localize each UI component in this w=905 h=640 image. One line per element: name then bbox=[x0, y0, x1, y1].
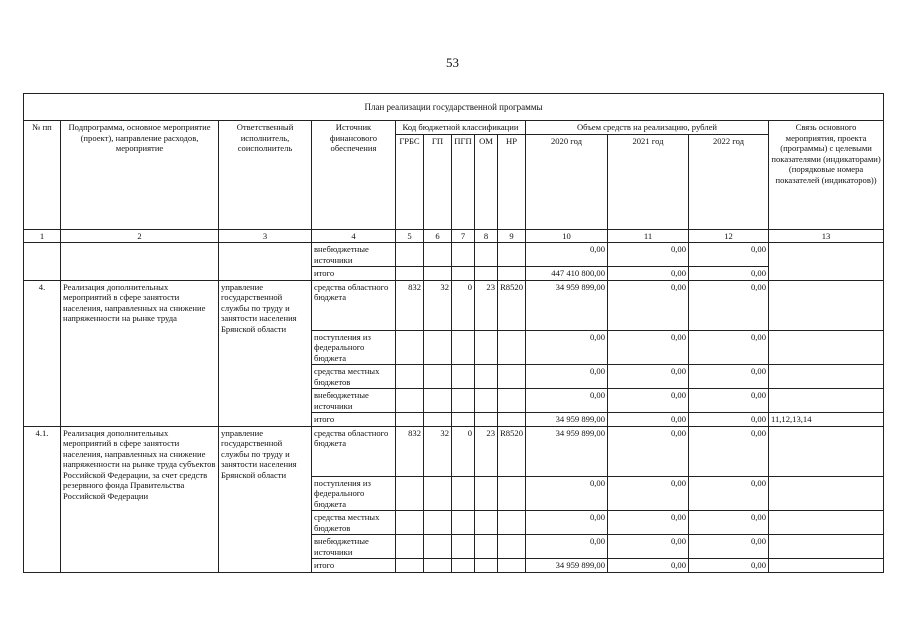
column-number: 3 bbox=[219, 229, 312, 243]
grbs-cell: 832 bbox=[396, 426, 424, 476]
value-2021: 0,00 bbox=[608, 280, 689, 330]
indicator-link-cell bbox=[769, 559, 884, 573]
value-2022: 0,00 bbox=[689, 476, 769, 511]
grbs-cell bbox=[396, 365, 424, 389]
gp-cell bbox=[424, 535, 452, 559]
header-2021: 2021 год bbox=[608, 134, 689, 229]
value-2020: 0,00 bbox=[526, 365, 608, 389]
om-cell: 23 bbox=[475, 280, 498, 330]
item-name: Реализация дополнительных мероприятий в сфере занятости населения, направленных на снижение напряженности на рынке труда субъектов Российской Федерации, за счет средств резервного фонда Правительства Российской Федерации bbox=[61, 426, 219, 572]
value-2021: 0,00 bbox=[608, 559, 689, 573]
gp-cell bbox=[424, 330, 452, 365]
item-name: Реализация дополнительных мероприятий в сфере занятости населения, направленных на снижение напряженности на рынке труда bbox=[61, 280, 219, 426]
column-number-row bbox=[24, 229, 884, 243]
indicator-link-cell bbox=[769, 476, 884, 511]
nr-cell bbox=[498, 559, 526, 573]
value-2022: 0,00 bbox=[689, 413, 769, 427]
indicator-link-cell bbox=[769, 389, 884, 413]
gp-cell bbox=[424, 511, 452, 535]
value-2022: 0,00 bbox=[689, 243, 769, 267]
grbs-cell bbox=[396, 559, 424, 573]
nr-cell bbox=[498, 330, 526, 365]
empty-cell bbox=[24, 243, 61, 281]
value-2021: 0,00 bbox=[608, 476, 689, 511]
item-number: 4.1. bbox=[24, 426, 61, 572]
indicator-link-cell: 11,12,13,14 bbox=[769, 413, 884, 427]
source-cell: средства областного бюджета bbox=[312, 426, 396, 476]
source-cell: внебюджетные источники bbox=[312, 243, 396, 267]
source-cell: внебюджетные источники bbox=[312, 389, 396, 413]
value-2021: 0,00 bbox=[608, 365, 689, 389]
value-2021: 0,00 bbox=[608, 267, 689, 281]
empty-cell bbox=[769, 243, 884, 281]
source-cell: средства областного бюджета bbox=[312, 280, 396, 330]
table-title: План реализации государственной программы bbox=[24, 94, 884, 121]
table-row bbox=[24, 280, 884, 330]
value-2021: 0,00 bbox=[608, 389, 689, 413]
header-2020: 2020 год bbox=[526, 134, 608, 229]
value-2020: 34 959 899,00 bbox=[526, 280, 608, 330]
gp-cell: 32 bbox=[424, 426, 452, 476]
header-num: № пп bbox=[24, 121, 61, 230]
indicator-link-cell bbox=[769, 535, 884, 559]
pgp-cell bbox=[452, 559, 475, 573]
source-cell: поступления из федерального бюджета bbox=[312, 330, 396, 365]
nr-cell: R8520 bbox=[498, 280, 526, 330]
gp-cell bbox=[424, 389, 452, 413]
pgp-cell bbox=[452, 389, 475, 413]
header-gp: ГП bbox=[424, 134, 452, 229]
gp-cell bbox=[424, 476, 452, 511]
value-2022: 0,00 bbox=[689, 330, 769, 365]
grbs-cell bbox=[396, 389, 424, 413]
value-2022: 0,00 bbox=[689, 535, 769, 559]
column-number: 12 bbox=[689, 229, 769, 243]
value-2020: 0,00 bbox=[526, 330, 608, 365]
header-row-1 bbox=[24, 121, 884, 135]
source-cell: итого bbox=[312, 559, 396, 573]
om-cell bbox=[475, 535, 498, 559]
value-2022: 0,00 bbox=[689, 389, 769, 413]
value-2021: 0,00 bbox=[608, 511, 689, 535]
header-grbs: ГРБС bbox=[396, 134, 424, 229]
header-link: Связь основного мероприятия, проекта (программы) с целевыми показателями (индикаторами) (порядковые номера показателей (индикаторов)) bbox=[769, 121, 884, 230]
gp-cell: 32 bbox=[424, 280, 452, 330]
column-number: 11 bbox=[608, 229, 689, 243]
nr-cell bbox=[498, 365, 526, 389]
empty-cell bbox=[61, 243, 219, 281]
table-row bbox=[24, 426, 884, 476]
header-volume: Объем средств на реализацию, рублей bbox=[526, 121, 769, 135]
column-number: 1 bbox=[24, 229, 61, 243]
header-om: ОМ bbox=[475, 134, 498, 229]
grbs-cell bbox=[396, 330, 424, 365]
title-row bbox=[24, 94, 884, 121]
pgp-cell bbox=[452, 511, 475, 535]
column-number: 13 bbox=[769, 229, 884, 243]
pgp-cell: 0 bbox=[452, 280, 475, 330]
value-2020: 0,00 bbox=[526, 476, 608, 511]
value-2021: 0,00 bbox=[608, 330, 689, 365]
grbs-cell bbox=[396, 413, 424, 427]
value-2020: 34 959 899,00 bbox=[526, 559, 608, 573]
source-cell: поступления из федерального бюджета bbox=[312, 476, 396, 511]
item-number: 4. bbox=[24, 280, 61, 426]
indicator-link-cell bbox=[769, 280, 884, 330]
value-2022: 0,00 bbox=[689, 267, 769, 281]
header-pgp: ПГП bbox=[452, 134, 475, 229]
value-2022: 0,00 bbox=[689, 511, 769, 535]
value-2021: 0,00 bbox=[608, 426, 689, 476]
source-cell: итого bbox=[312, 413, 396, 427]
source-cell: внебюджетные источники bbox=[312, 535, 396, 559]
gp-cell bbox=[424, 559, 452, 573]
om-cell bbox=[475, 389, 498, 413]
program-plan-table bbox=[23, 93, 884, 573]
om-cell bbox=[475, 559, 498, 573]
column-number: 10 bbox=[526, 229, 608, 243]
om-cell bbox=[475, 511, 498, 535]
header-nr: НР bbox=[498, 134, 526, 229]
value-2020: 34 959 899,00 bbox=[526, 426, 608, 476]
item-responsible: управление государственной службы по труду и занятости населения Брянской области bbox=[219, 280, 312, 426]
value-2020: 0,00 bbox=[526, 511, 608, 535]
column-number: 8 bbox=[475, 229, 498, 243]
nr-cell bbox=[498, 476, 526, 511]
empty-cell bbox=[219, 243, 312, 281]
om-cell: 23 bbox=[475, 426, 498, 476]
pgp-cell bbox=[452, 365, 475, 389]
nr-cell bbox=[498, 535, 526, 559]
value-2020: 447 410 800,00 bbox=[526, 267, 608, 281]
value-2020: 0,00 bbox=[526, 243, 608, 267]
grbs-cell bbox=[396, 511, 424, 535]
gp-cell bbox=[424, 413, 452, 427]
om-cell bbox=[475, 476, 498, 511]
header-budget-code: Код бюджетной классификации bbox=[396, 121, 526, 135]
value-2022: 0,00 bbox=[689, 426, 769, 476]
pgp-cell bbox=[452, 330, 475, 365]
value-2020: 0,00 bbox=[526, 389, 608, 413]
nr-cell bbox=[498, 413, 526, 427]
table-row bbox=[24, 243, 884, 267]
grbs-cell: 832 bbox=[396, 280, 424, 330]
indicator-link-cell bbox=[769, 365, 884, 389]
pgp-cell bbox=[452, 535, 475, 559]
nr-cell bbox=[498, 389, 526, 413]
source-cell: средства местных бюджетов bbox=[312, 511, 396, 535]
column-number: 7 bbox=[452, 229, 475, 243]
value-2021: 0,00 bbox=[608, 413, 689, 427]
indicator-link-cell bbox=[769, 330, 884, 365]
column-number: 6 bbox=[424, 229, 452, 243]
value-2020: 34 959 899,00 bbox=[526, 413, 608, 427]
om-cell bbox=[475, 365, 498, 389]
column-number: 2 bbox=[61, 229, 219, 243]
pgp-cell bbox=[452, 476, 475, 511]
pgp-cell bbox=[452, 413, 475, 427]
item-responsible: управление государственной службы по труду и занятости населения Брянской области bbox=[219, 426, 312, 572]
nr-cell bbox=[498, 511, 526, 535]
header-source: Источник финансового обеспечения bbox=[312, 121, 396, 230]
grbs-cell bbox=[396, 476, 424, 511]
page-number: 53 bbox=[446, 55, 459, 70]
column-number: 5 bbox=[396, 229, 424, 243]
header-subprogram: Подпрограмма, основное мероприятие (проект), направление расходов, мероприятие bbox=[61, 121, 219, 230]
indicator-link-cell bbox=[769, 426, 884, 476]
column-number: 4 bbox=[312, 229, 396, 243]
value-2021: 0,00 bbox=[608, 535, 689, 559]
source-cell: средства местных бюджетов bbox=[312, 365, 396, 389]
gp-cell bbox=[424, 365, 452, 389]
nr-cell: R8520 bbox=[498, 426, 526, 476]
om-cell bbox=[475, 330, 498, 365]
pgp-cell: 0 bbox=[452, 426, 475, 476]
column-number: 9 bbox=[498, 229, 526, 243]
value-2022: 0,00 bbox=[689, 280, 769, 330]
om-cell bbox=[475, 413, 498, 427]
value-2022: 0,00 bbox=[689, 559, 769, 573]
header-responsible: Ответственный исполнитель, соисполнитель bbox=[219, 121, 312, 230]
indicator-link-cell bbox=[769, 511, 884, 535]
value-2022: 0,00 bbox=[689, 365, 769, 389]
grbs-cell bbox=[396, 535, 424, 559]
value-2021: 0,00 bbox=[608, 243, 689, 267]
header-2022: 2022 год bbox=[689, 134, 769, 229]
value-2020: 0,00 bbox=[526, 535, 608, 559]
source-cell: итого bbox=[312, 267, 396, 281]
